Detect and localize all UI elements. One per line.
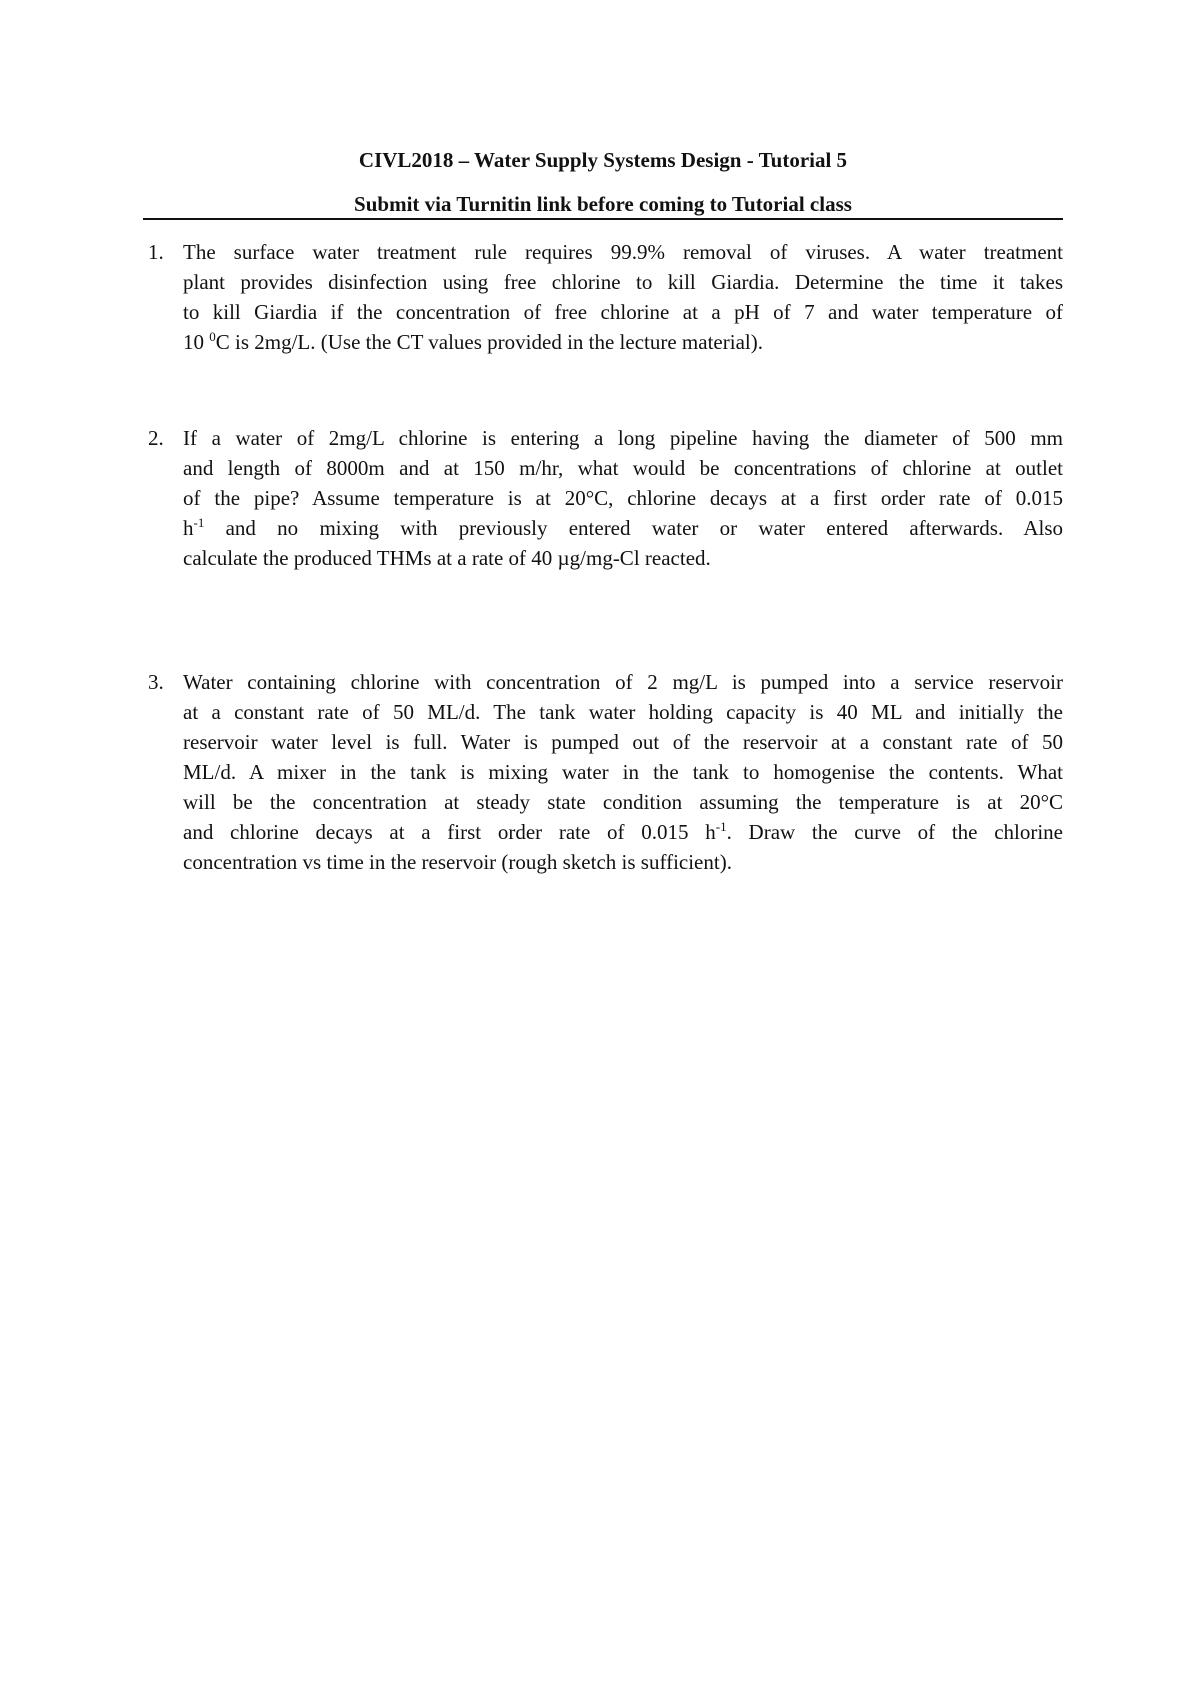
document-subtitle: Submit via Turnitin link before coming to Tutorial class (354, 192, 852, 216)
question-line: and chlorine decays at a first order rate of 0.015 $h^{-1}$. Draw the curve of the chlorine (183, 819, 1063, 844)
question-number: 3. (148, 670, 164, 694)
question-line: to kill Giardia if the concentration of free chlorine at a pH of 7 and water temperature of (183, 300, 1063, 324)
question-line: at a constant rate of 50 ML/d. The tank water holding capacity is 40 ML and initially the (183, 700, 1063, 724)
question-text (183, 237, 1063, 357)
question-number: 2. (148, 426, 164, 450)
question-line: The surface water treatment rule requires 99.9% removal of viruses. A water treatment (183, 240, 1063, 264)
question-line: ML/d. A mixer in the tank is mixing water in the tank to homogenise the contents. What (183, 760, 1063, 784)
question-text (183, 423, 1063, 573)
question-3 (143, 667, 1063, 877)
question-text (183, 667, 1063, 877)
document-header (143, 145, 1063, 219)
question-line: Water containing chlorine with concentration of 2 mg/L is pumped into a service reservoir (183, 670, 1063, 694)
question-line: plant provides disinfection using free chlorine to kill Giardia. Determine the time it takes (183, 270, 1063, 294)
question-2 (143, 423, 1063, 573)
header-divider (143, 218, 1063, 220)
question-line: $h^{-1}$ and no mixing with previously entered water or water entered afterwards. Also (183, 515, 1063, 540)
question-line: concentration vs time in the reservoir (rough sketch is sufficient). (183, 850, 732, 874)
question-line: If a water of 2mg/L chlorine is entering a long pipeline having the diameter of 500 mm (183, 426, 1063, 450)
question-line: 10 $^0$C is 2mg/L. (Use the CT values provided in the lecture material). (183, 329, 763, 354)
question-line: and length of 8000m and at 150 m/hr, what would be concentrations of chlorine at outlet (183, 456, 1063, 480)
question-number: 1. (148, 240, 164, 264)
document-title: CIVL2018 – Water Supply Systems Design - Tutorial 5 (358, 148, 848, 172)
question-line: reservoir water level is full. Water is pumped out of the reservoir at a constant rate of 50 (183, 730, 1063, 754)
question-line: calculate the produced THMs at a rate of 40 µg/mg-Cl reacted. (183, 546, 711, 570)
question-line: of the pipe? Assume temperature is at 20°C, chlorine decays at a first order rate of 0.015 (183, 486, 1063, 510)
question-line: will be the concentration at steady state condition assuming the temperature is at 20°C (183, 790, 1063, 814)
question-1 (143, 237, 1063, 357)
